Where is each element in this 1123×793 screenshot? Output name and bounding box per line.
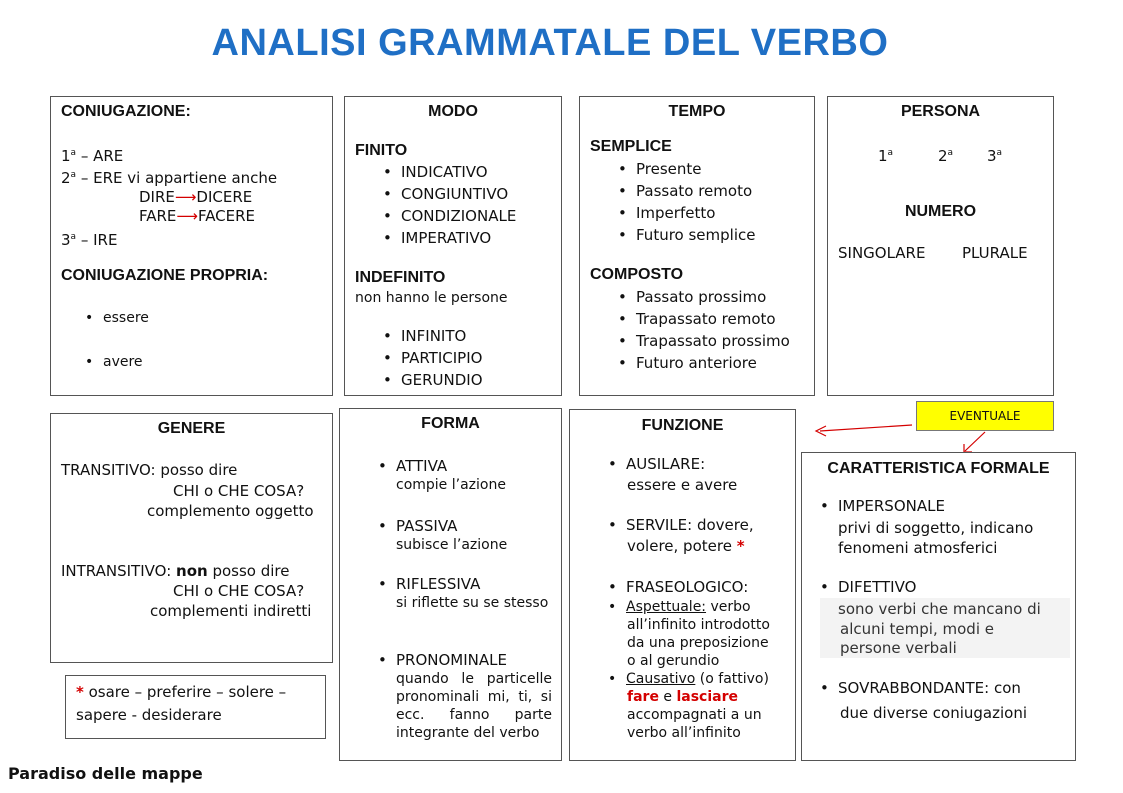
dire-dicere: DIRE⟶DICERE — [139, 188, 253, 206]
list-item: • Imperfetto — [614, 202, 755, 224]
list-item: • Passato remoto — [614, 180, 755, 202]
difettivo-desc-3: persone verbali — [840, 639, 957, 657]
arrow-right-icon: ⟶ — [174, 188, 197, 206]
intransitivo-question: CHI o CHE COSA? — [173, 582, 305, 600]
tempo-box — [579, 96, 815, 396]
list-item: • Passato prossimo — [614, 286, 790, 308]
modo-finito: FINITO — [355, 142, 408, 159]
difettivo-desc-2: alcuni tempi, modi e — [840, 620, 994, 638]
singolare: SINGOLARE — [838, 244, 926, 262]
coniugazione-first: 1$^a$ – ARE — [61, 147, 124, 165]
note-box — [65, 675, 326, 739]
forma-passiva-desc: subisce l’azione — [396, 537, 508, 553]
page-title: ANALISI GRAMMATALE DEL VERBO — [211, 22, 889, 64]
list-item: • INFINITO — [379, 325, 483, 347]
list-item: • PASSIVA — [374, 515, 457, 537]
list-item: • INDICATIVO — [379, 161, 516, 183]
persona-header: PERSONA — [900, 103, 981, 120]
forma-pronominale-desc: quando le particelle pronominali mi, ti, si ecc. fanno parte integrante del verbo — [396, 671, 552, 741]
modo-header: MODO — [428, 103, 478, 120]
fare-facere: FARE⟶FACERE — [139, 207, 256, 225]
impersonale-desc-1: privi di soggetto, indicano — [838, 519, 1034, 537]
list-item: • PARTICIPIO — [379, 347, 483, 369]
arrow-right-icon: ⟶ — [176, 207, 198, 225]
list-item: • Presente — [614, 158, 755, 180]
list-item: • PRONOMINALE — [374, 649, 507, 671]
funzione-header: FUNZIONE — [641, 417, 724, 434]
list-item: • AUSILARE: — [604, 453, 705, 475]
causativo-desc-3: verbo all’infinito — [627, 725, 741, 741]
persona-third: 3$^a$ — [987, 147, 1003, 165]
intransitivo-complemento: complementi indiretti — [150, 602, 312, 620]
aspettuale-desc-3: da una preposizione — [627, 635, 769, 651]
tempo-semplice: SEMPLICE — [590, 138, 672, 155]
genere-header: GENERE — [157, 420, 226, 437]
list-item: • Causativo (o fattivo) — [604, 670, 769, 688]
transitivo-complemento: complemento oggetto — [147, 502, 314, 520]
list-item: • RIFLESSIVA — [374, 573, 480, 595]
forma-riflessiva-desc: si riflette su se stesso — [396, 595, 549, 611]
list-item: • Aspettuale: verbo — [604, 598, 751, 616]
coniugazione-second: 2$^a$ – ERE vi appartiene anche — [61, 169, 278, 187]
list-item: • SERVILE: dovere, — [604, 514, 754, 536]
list-item: • CONGIUNTIVO — [379, 183, 516, 205]
causativo-verbs: fare e lasciare — [627, 689, 738, 705]
transitivo-question: CHI o CHE COSA? — [173, 482, 305, 500]
list-item: • Futuro anteriore — [614, 352, 790, 374]
list-item: • Trapassato remoto — [614, 308, 790, 330]
list-item: • avere — [81, 353, 143, 371]
footer-brand: Paradiso delle mappe — [8, 764, 203, 783]
genere-box — [50, 413, 333, 663]
modo-box — [344, 96, 562, 396]
forma-attiva-desc: compie l’azione — [396, 477, 506, 493]
aspettuale-desc-4: o al gerundio — [627, 653, 720, 669]
arrow-to-funzione-head — [816, 426, 826, 436]
coniugazione-box — [50, 96, 333, 396]
ausiliare-desc: essere e avere — [627, 476, 738, 494]
list-item: • ATTIVA — [374, 455, 447, 477]
causativo-desc-2: accompagnati a un — [627, 707, 762, 723]
servile-desc: volere, potere * — [627, 537, 745, 555]
note-line-1: * osare – preferire – solere – — [76, 683, 287, 701]
impersonale-desc-2: fenomeni atmosferici — [838, 539, 998, 557]
plurale: PLURALE — [962, 244, 1028, 262]
coniugazione-propria-header: CONIUGAZIONE PROPRIA: — [61, 267, 269, 284]
persona-box — [827, 96, 1054, 396]
caratteristica-box — [801, 452, 1076, 761]
intransitivo-line: INTRANSITIVO: non posso dire — [61, 562, 290, 580]
list-item: • SOVRABBONDANTE: con — [816, 677, 1021, 699]
funzione-box — [569, 409, 796, 761]
tempo-composto: COMPOSTO — [590, 266, 684, 283]
transitivo-line: TRANSITIVO: posso dire — [61, 461, 238, 479]
list-item: • IMPERSONALE — [816, 495, 945, 517]
arrow-to-funzione — [820, 425, 912, 431]
list-item: • DIFETTIVO — [816, 576, 916, 598]
note-line-2: sapere - desiderare — [76, 706, 222, 724]
coniugazione-third: 3$^a$ – IRE — [61, 231, 118, 249]
list-item: • FRASEOLOGICO: — [604, 576, 748, 598]
sovrabbondante-desc: due diverse coniugazioni — [840, 704, 1028, 722]
list-item: • Trapassato prossimo — [614, 330, 790, 352]
difettivo-desc-1: sono verbi che mancano di — [838, 600, 1041, 618]
list-item: • IMPERATIVO — [379, 227, 516, 249]
eventuale-label: EVENTUALE — [916, 401, 1054, 431]
caratteristica-header: CARATTERISTICA FORMALE — [827, 460, 1050, 477]
numero-header: NUMERO — [904, 203, 977, 220]
tempo-header: TEMPO — [668, 103, 726, 120]
list-item: • essere — [81, 309, 149, 327]
list-item: • CONDIZIONALE — [379, 205, 516, 227]
modo-indefinito: INDEFINITO — [355, 269, 446, 286]
forma-box — [339, 408, 562, 761]
forma-header: FORMA — [421, 415, 480, 432]
list-item: • GERUNDIO — [379, 369, 483, 391]
modo-indefinito-note: non hanno le persone — [355, 290, 508, 306]
coniugazione-header: CONIUGAZIONE: — [61, 103, 191, 120]
arrow-to-caratteristica-head — [964, 444, 972, 452]
list-item: • Futuro semplice — [614, 224, 755, 246]
arrow-to-caratteristica — [965, 432, 985, 451]
aspettuale-desc-2: all’infinito introdotto — [627, 617, 770, 633]
persona-second: 2$^a$ — [938, 147, 954, 165]
persona-first: 1$^a$ — [878, 147, 894, 165]
